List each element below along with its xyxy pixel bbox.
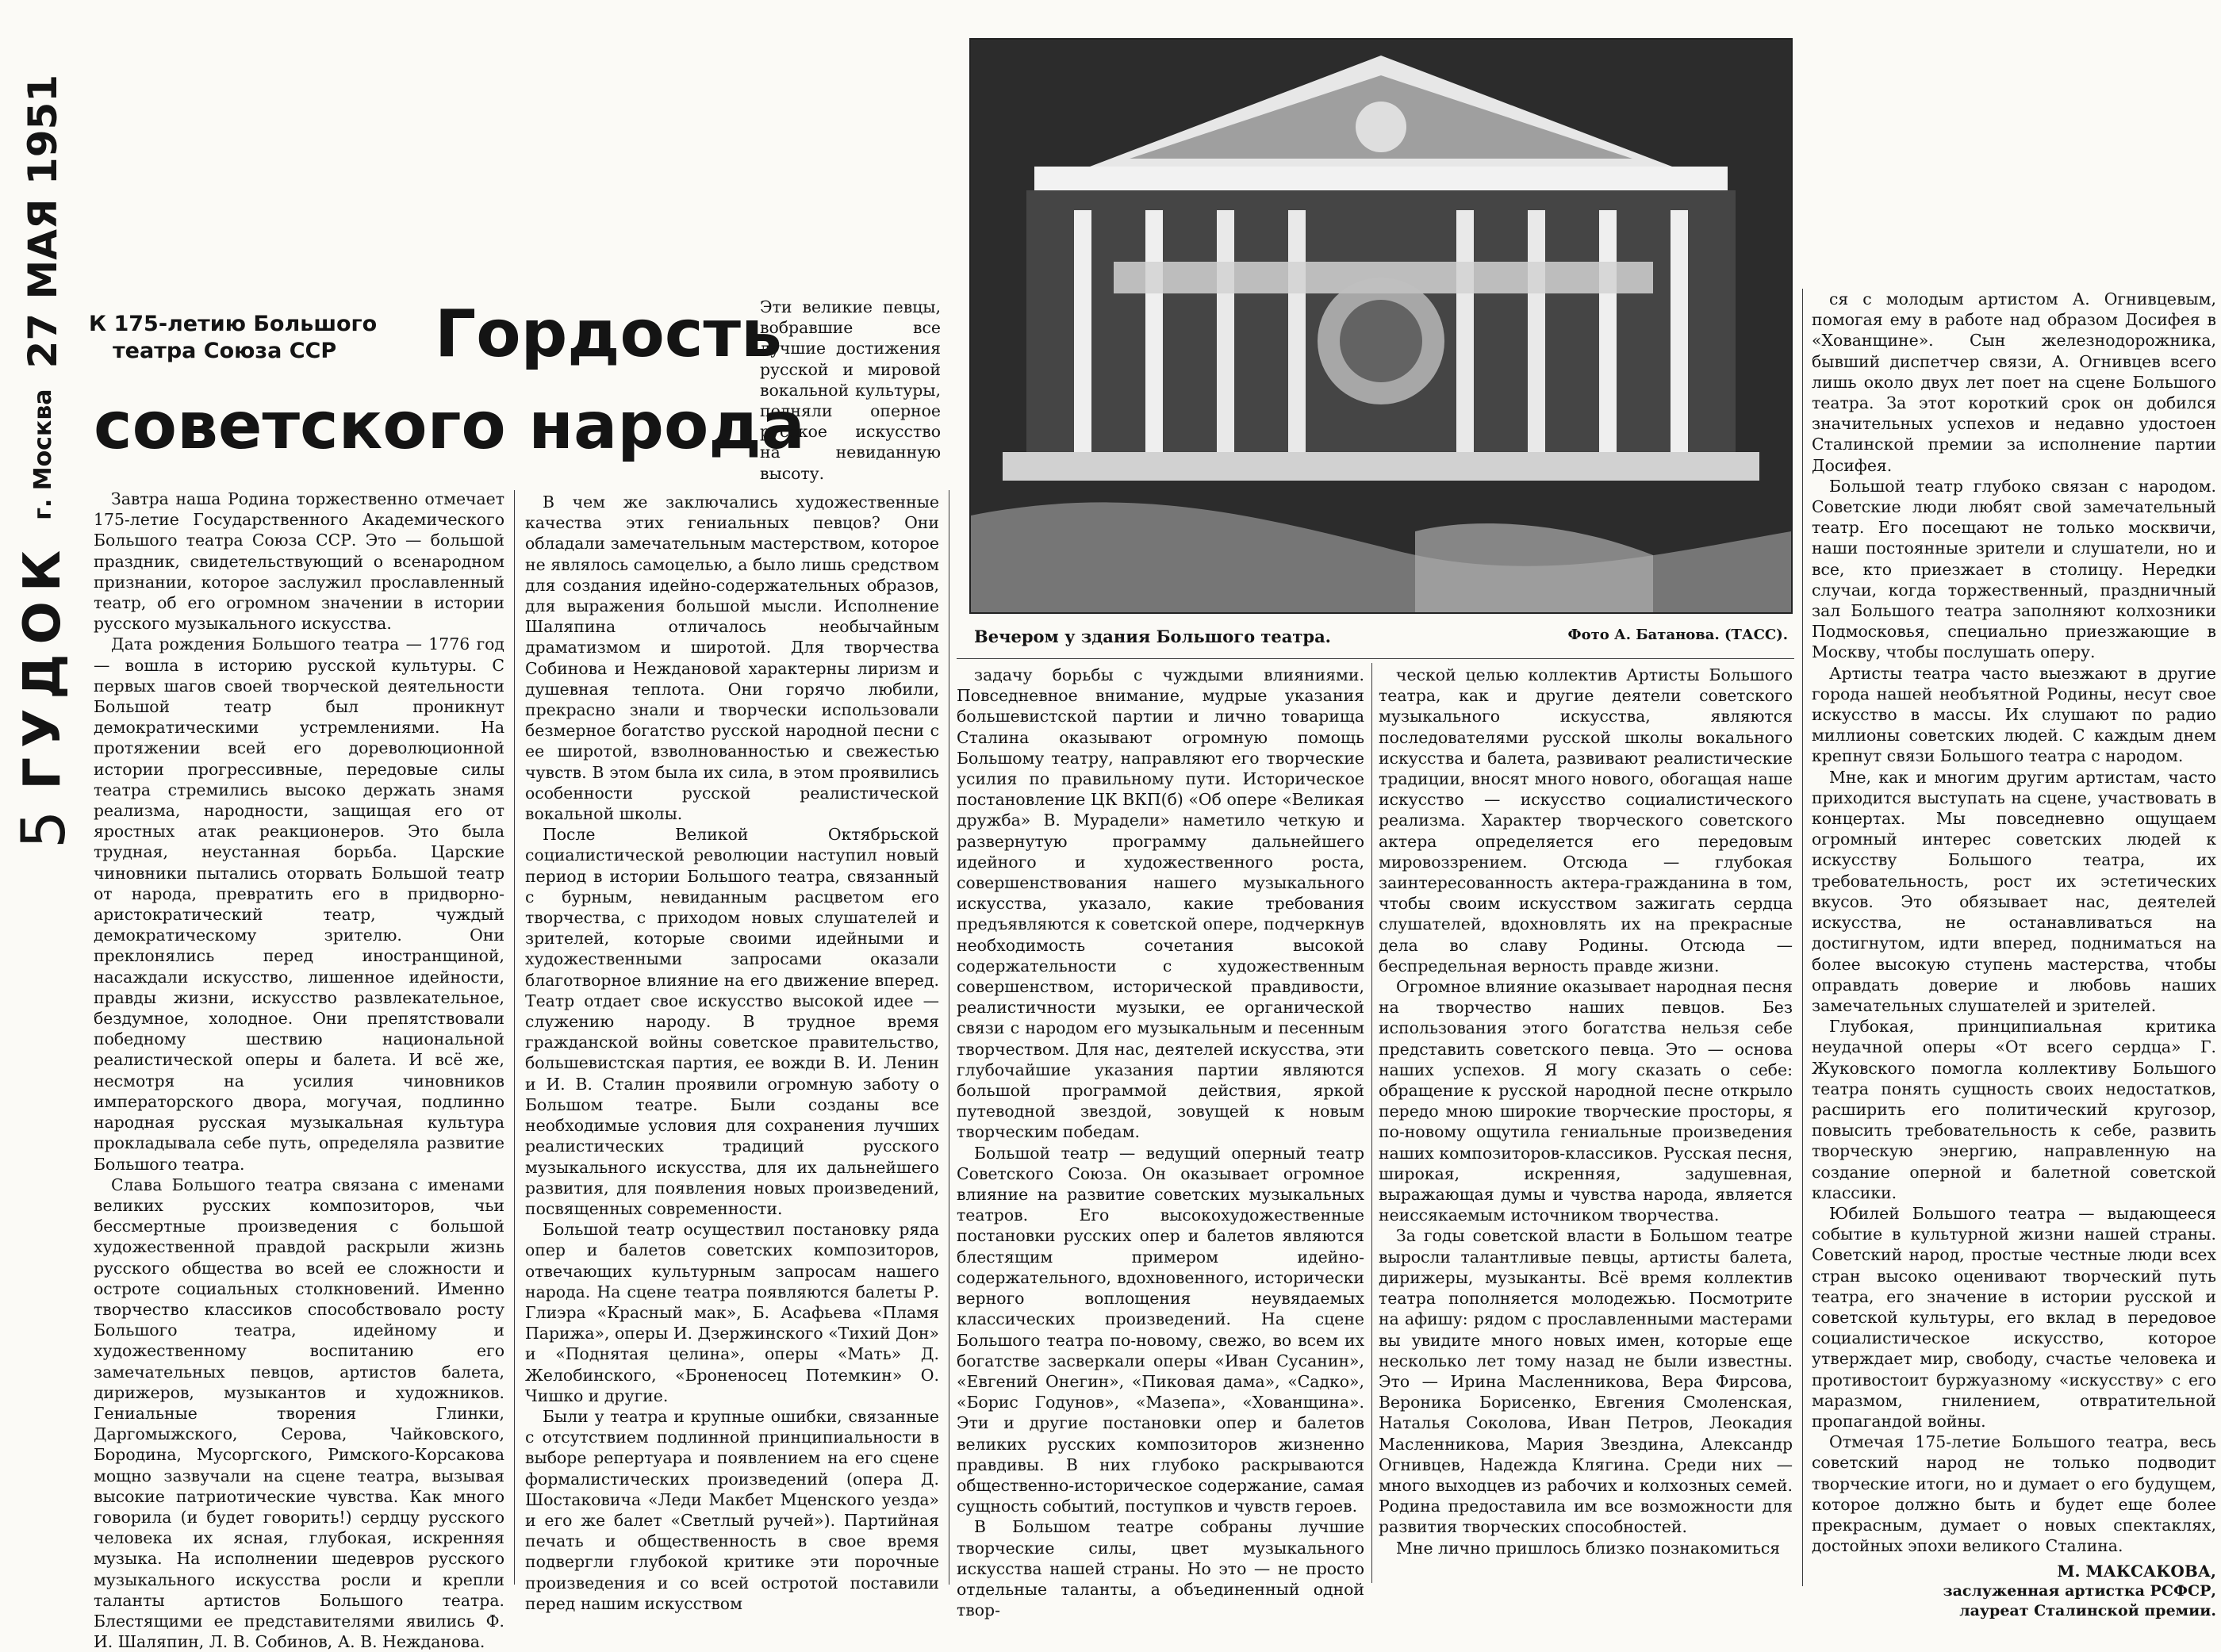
column-5 xyxy=(1812,289,2216,1620)
paragraph: ся с молодым артистом А. Огнивцевым, помогая ему в работе над образом Досифея в «Хованщине». Сын железнодорожника, бывший диспетчер связи, А. Огнивцев всего лишь около двух лет поет на сцене Большого театра. За этот короткий срок он добился значительных успехов и недавно удостоен Сталинской премии за исполнение партии Досифея. xyxy=(1812,289,2216,475)
issue-date: 27 МАЯ 1951 xyxy=(20,74,66,369)
paragraph: После Великой Октябрьской социалистической революции наступил новый период в истории Большого театра, связанный с бурным, невиданным расцветом его творчества, с приходом новых слушателей и зрителей, которые своими идейными и художественными запросами оказали благотворное влияние на его движение вперед. Театр отдает свое искусство высокой идее — служению народу. В трудное время гражданской войны советское правительство, большевистская партия, ее вожди В. И. Ленин и И. В. Сталин проявили огромную заботу о Большом театре. Были созданы все необходимые условия для сохранения лучших реалистических традиций русского музыкального искусства, для их дальнейшего развития, для появления новых произведений, посвященных современности. xyxy=(525,825,939,1218)
archive-stamp xyxy=(3,0,82,849)
rubric-line-1: К 175-летию Большого xyxy=(89,312,378,336)
paragraph: Эти великие певцы, вобравшие все лучшие достижения русской и мировой вокальной культуры, подняли оперное русское искусство на невиданную высоту. xyxy=(760,297,941,483)
column-4 xyxy=(1379,665,1793,1578)
column-1 xyxy=(94,489,504,1652)
paragraph: Были у театра и крупные ошибки, связанные с отсутствием подлинной принципиальности в выборе репертуара и появлением на его сцене формалистических произведений (опера Д. Шостаковича «Леди Макбет Мценского уезда» и его же балет «Светлый ручей»). Партийная печать и общественность в свое время подвергли глубокой критике эти порочные произведения и со всей остротой поставили перед нашим искусством xyxy=(525,1406,939,1613)
paragraph: В чем же заключались художественные качества этих гениальных певцов? Они обладали замечательным мастерством, которое не являлось самоцелью, а было лишь средством для создания идейно-содержательных образов, для выражения большой мысли. Исполнение Шаляпина отличалось необычайным драматизмом и широтой. Для творчества Собинова и Неждановой характерны лиризм и душевная теплота. Они горячо любили, прекрасно знали и творчески использовали безмерное богатство русской народной песни с ее широтой, взволнованностью и свежестью чувств. В этом была их сила, в этом проявились особенности русской реалистической вокальной школы. xyxy=(525,493,939,824)
paragraph: Дата рождения Большого театра — 1776 год — вошла в историю русской культуры. С первых шагов своей творческой деятельности Большой театр был проникнут демократическими устремлениями. На протяжении всей его дореволюционной истории прогрессивные, передовые силы театра стремились высоко держать знамя реализма, народности, защищая его от яростных атак реакционеров. Это была трудная, неустанная борьба. Царские чиновники пытались оторвать Большой театр от народа, превратить его в придворно-аристократический театр, чуждый демократическому зрителю. Они преклонялись перед иностранщиной, насаждали искусство, лишенное идейности, правды жизни, искусство развлекательное, бездумное, холодное. Они препятствовали победному шествию национальной реалистической оперы и балета. И всё же, несмотря на усилия чиновников императорского двора, могучая, подлинно народная русская музыкальная культура прокладывала себе путь, определяла развитие Большого театра. xyxy=(94,634,504,1174)
headline-line-2: советского народа xyxy=(94,389,805,464)
column-divider xyxy=(514,490,515,1585)
headline xyxy=(94,286,805,476)
paragraph: За годы советской власти в Большом театре выросли талантливые певцы, артисты балета, дирижеры, музыканты. Всё время коллектив театра пополняется молодежью. Посмотрите на афишу: рядом с прославленными мастерами вы увидите много новых имен, которые еще несколько лет тому назад не были известны. Это — Ирина Масленникова, Вера Фирсова, Вероника Борисенко, Евгения Смоленская, Наталья Соколова, Иван Петров, Леокадия Масленникова, Мария Звездина, Александр Огнивцев, Надежда Клягина. Среди них — много выходцев из рабочих и колхозных семей. Родина предоставила им все возможности для развития творческих способностей. xyxy=(1379,1226,1793,1537)
column-divider xyxy=(1802,289,1803,1586)
author-title: заслуженная артистка РСФСР, xyxy=(1943,1582,2216,1600)
headline-line-1: Гордость xyxy=(435,297,782,372)
rubric-line-2: театра Союза ССР xyxy=(113,339,337,363)
paragraph: В Большом театре собраны лучшие творческие силы, цвет музыкального искусства нашей страны. Но это — не просто отдельные таланты, а объединенный одной твор- xyxy=(957,1517,1364,1620)
paragraph: Мне, как и многим другим артистам, часто приходится выступать на сцене, участвовать в концертах. Мы повседневно ощущаем огромный интерес советских людей к искусству Большого театра, их требовательность, рост их эстетических вкусов. Это обязывает нас, деятелей искусства, не останавливаться на достигнутом, идти вперед, подниматься на более высокую ступень мастерства, чтобы оправдать доверие и любовь наших замечательных слушателей и зрителей. xyxy=(1812,767,2216,1015)
handwritten-mark: 5 xyxy=(7,810,79,849)
bolshoi-theatre-image xyxy=(971,40,1791,612)
paragraph: Большой театр осуществил постановку ряда опер и балетов советских композиторов, отвечающих культурным запросам нашего народа. На сцене театра появляются балеты Р. Глиэра «Красный мак», Б. Асафьева «Пламя Парижа», оперы И. Дзержинского «Тихий Дон» и «Поднятая целина», оперы «Мать» Д. Желобинского, «Броненосец Потемкин» О. Чишко и другие. xyxy=(525,1220,939,1405)
paragraph: Отмечая 175-летие Большого театра, весь советский народ не только подводит творческие итоги, но и думает о его будущем, которое должно быть и будет еще более прекрасным, думает о новых спектаклях, достойных эпохи великого Сталина. xyxy=(1812,1432,2216,1556)
column-3 xyxy=(957,665,1364,1620)
paragraph: Глубокая, принципиальная критика неудачной оперы «От всего сердца» Г. Жуковского помогла коллективу Большого театра понять сущность своих недостатков, расширить его политический кругозор, повысить требовательность к себе, развить творческую энергию, направленную на создание оперной и балетной советской классики. xyxy=(1812,1017,2216,1202)
column-2-top xyxy=(760,297,941,487)
paragraph: Артисты театра часто выезжают в другие города нашей необъятной Родины, несут свое искусство в массы. Их слушают по радио миллионы советских людей. С каждым днем крепнут связи Большого театра с народом. xyxy=(1812,663,2216,766)
theatre-photo xyxy=(969,38,1793,614)
paragraph: Огромное влияние оказывает народная песня на творчество наших певцов. Без использования этого богатства нельзя себе представить советского певца. Это — основа наших успехов. Я могу сказать о себе: обращение к русской народной песне открыло передо мною широкие творческие просторы, я по-новому ощутила гениальные произведения наших композиторов-классиков. Русская песня, широкая, искренняя, задушевная, выражающая думы и чувства народа, является неиссякаемым источником творчества. xyxy=(1379,977,1793,1225)
photo-caption: Вечером у здания Большого театра. xyxy=(974,627,1331,646)
paragraph: ческой целью коллектив Артисты Большого театра, как и другие деятели советского музыкального искусства, являются последователями русской школы вокального искусства и балета, развивают реалистические традиции, вносят много нового, обогащая наше искусство — искусство социалистического реализма. Характер творческого советского актера определяется его передовым мировоззрением. Отсюда — глубокая заинтересованность актера-гражданина в том, чтобы своим искусством зажигать сердца слушателей, вдохновлять их на прекрасные дела во славу Родины. Отсюда — беспредельная верность правде жизни. xyxy=(1379,665,1793,975)
paragraph: Мне лично пришлось близко познакомиться xyxy=(1396,1538,1781,1558)
column-divider xyxy=(1371,663,1372,1583)
city-label: г. Москва xyxy=(29,389,57,520)
author-name: М. МАКСАКОВА, xyxy=(2057,1562,2216,1581)
paragraph: Слава Большого театра связана с именами великих русских композиторов, чьи бессмертные произведения с большой художественной правдой раскрыли жизнь русского общества во всей ее сложности и остроте социальных столкновений. Именно творчество классиков способствовало росту Большого театра, идейному и художественному воспитанию его замечательных певцов, артистов балета, дирижеров, музыкантов и художников. Гениальные творения Глинки, Даргомыжского, Серова, Чайковского, Бородина, Мусоргского, Римского-Корсакова мощно зазвучали на сцене театра, вызывая высокие патриотические чувства. Как много говорила (и будет говорить!) сердцу русского человека их ясная, глубокая, искренняя музыка. На исполнении шедевров русского музыкального искусства росли и крепли таланты артистов Большого театра. Блестящими ее представителями явились Ф. И. Шаляпин, Л. В. Собинов, А. В. Нежданова. xyxy=(94,1175,504,1652)
paragraph: Большой театр — ведущий оперный театр Советского Союза. Он оказывает огромное влияние на развитие советских музыкальных театров. Его высокохудожественные постановки русских опер и балетов являются блестящим примером идейно-содержательного, вдохновенного, исторически верного воплощения неувядаемых классических произведений. На сцене Большого театра по-новому, свежо, во всем их богатстве засверкали оперы «Иван Сусанин», «Евгений Онегин», «Пиковая дама», «Садко», «Борис Годунов», «Мазепа», «Хованщина». Эти и другие постановки опер и балетов великих русских композиторов жизненно правдивы. В них глубоко раскрываются общественно-историческое содержание, самая сущность событий, поступков и чувств героев. xyxy=(957,1143,1364,1516)
paragraph: Юбилей Большого театра — выдающееся событие в культурной жизни нашей страны. Советский народ, простые честные люди всех стран высоко оценивают творческий путь театра, его значение в истории русской и советской культуры, его вклад в передовое социалистическое искусство, которое утверждает мир, свободу, счастье человека и противостоит буржуазному «искусству» с его маразмом, гнилением, отвратительной пропагандой войны. xyxy=(1812,1203,2216,1431)
paragraph: задачу борьбы с чуждыми влияниями. Повседневное внимание, мудрые указания большевистской партии и лично товарища Сталина оказывают огромную помощь Большому театру, направляют его творческие усилия по правильному пути. Историческое постановление ЦК ВКП(б) «Об опере «Великая дружба» В. Мурадели» наметило четкую и развернутую программу дальнейшего идейного и художественного роста, совершенствования нашего музыкального искусства, указало, какие требования предъявляются к советской опере, подчеркнув необходимость сочетания высокой содержательности с художественным совершенством, исторической правдивости, реалистичности музыки, ее органической связи с народом его музыкальным и песенным творчеством. Для нас, деятелей искусства, эти глубочайшие указания партии являются большой программой действия, яркой путеводной звездой, зовущей к новым творческим победам. xyxy=(957,665,1364,1142)
paragraph: Завтра наша Родина торжественно отмечает 175-летие Государственного Академического Большого театра Союза ССР. Это — большой праздник, свидетельствующий о всенародном признании, которое заслужил прославленный театр, об его огромном значении в истории русского музыкального искусства. xyxy=(94,489,504,634)
column-2 xyxy=(525,492,939,1613)
newspaper-name: ГУДОК xyxy=(13,540,72,790)
paragraph: Большой театр глубоко связан с народом. Советские люди любят свой замечательный театр. Его посещают не только москвичи, наши постоянные зрители и слушатели, но и все, кто приезжает в столицу. Нередки случаи, когда торжественный, праздничный зал Большого театра заполняют колхозники Подмосковья, специально приезжающие в Москву, чтобы послушать оперу. xyxy=(1812,476,2216,662)
author-award: лауреат Сталинской премии. xyxy=(1959,1602,2216,1620)
section-divider xyxy=(957,658,1794,659)
photo-credit: Фото А. Батанова. (ТАСС). xyxy=(1567,627,1788,643)
